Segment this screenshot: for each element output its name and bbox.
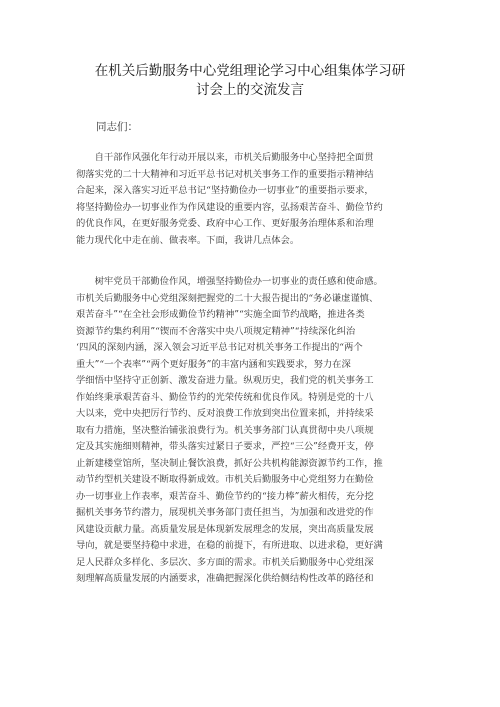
- text-line: 的优良作风，在更好服务党委、政府中心工作、更好服务治理体系和治理: [76, 218, 374, 229]
- text-line: 动节约型机关建设不断取得新成效。市机关后勤服务中心党组努力在勤俭: [76, 474, 374, 485]
- text-line: 合起来，深入落实习近平总书记“坚持勤俭办一切事业”的重要指示要求，: [76, 185, 374, 196]
- text-line: 树牢党员干部勤俭作风，增强坚持勤俭办一切事业的责任感和使命感。: [76, 276, 383, 287]
- text-line: 将坚持勤俭办一切事业作为作风建设的重要内容，弘扬艰苦奋斗、勤俭节约: [76, 201, 383, 213]
- text-line: 艰苦奋斗”“在全社会形成勤俭节约精神”“实施全面节约战略，推进各类: [76, 309, 365, 320]
- text-line: 办一切事业上作表率，艰苦奋斗、勤俭节约的“接力棒”薪火相传，充分挖: [76, 490, 374, 502]
- text-line: 重大”“一个表率”“两个更好服务”的丰富内涵和实践要求，努力在深: [76, 358, 351, 370]
- document-title: [60, 62, 440, 100]
- text-line: 大以来，党中央把厉行节约、反对浪费工作放到突出位置来抓，并持续采: [76, 408, 374, 419]
- text-line: 导向，就是要坚持稳中求进，在稳的前提下，有所进取、以进求稳，更好满: [76, 540, 383, 551]
- text-line: 资源节约集约利用”“锲而不舍落实中央八项规定精神”“持续深化纠治: [76, 325, 356, 337]
- text-line: 刻理解高质量发展的内涵要求，准确把握深化供给侧结构性改革的路径和: [76, 573, 374, 584]
- paragraph-body: [76, 274, 438, 588]
- text-line: 彻落实党的二十大精神和习近平总书记对机关事务工作的重要指示精神结: [76, 168, 374, 180]
- text-line: 作始终秉承艰苦奋斗、勤俭节约的光荣传统和优良作风。特别是党的十八: [76, 391, 374, 403]
- text-line: 市机关后勤服务中心党组深刻把握党的二十大报告提出的“务必谦虚谨慎、: [76, 292, 379, 304]
- text-line: 掘机关事务节约潜力，展现机关事务部门责任担当，为加强和改进党的作: [76, 507, 374, 518]
- text-line: 风建设贡献力量。高质量发展是体现新发展理念的发展，突出高质量发展: [76, 523, 374, 535]
- paragraph-intro: [76, 150, 438, 249]
- text-line: 定及其实施细则精神，带头落实过紧日子要求，严控“三公”经费开支，停: [76, 441, 374, 452]
- title-line: 在机关后勤服务中心党组理论学习中心组集体学习研: [94, 63, 406, 79]
- text-line: 学细悟中坚持守正创新、激发奋进力量。纵观历史，我们党的机关事务工: [76, 375, 374, 386]
- text-line: 止新建楼堂馆所，坚决制止餐饮浪费，抓好公共机构能源资源节约工作，推: [76, 457, 383, 469]
- greeting: 同志们：: [96, 121, 138, 133]
- text-line: ‘四风的深刻内涵，深入领会习近平总书记对机关事务工作提出的“两个: [76, 342, 363, 353]
- text-line: 足人民群众多样化、多层次、多方面的需求。市机关后勤服务中心党组深: [76, 556, 374, 568]
- text-line: 能力现代化中走在前、做表率。下面，我讲几点体会。: [76, 234, 300, 246]
- text-line: 取有力措施，坚决整治铺张浪费行为。机关事务部门认真贯彻中央八项规: [76, 424, 374, 436]
- title-line: 讨会上的交流发言: [196, 82, 304, 98]
- text-line: 自干部作风强化年行动开展以来，市机关后勤服务中心坚持把全面贯: [76, 152, 374, 163]
